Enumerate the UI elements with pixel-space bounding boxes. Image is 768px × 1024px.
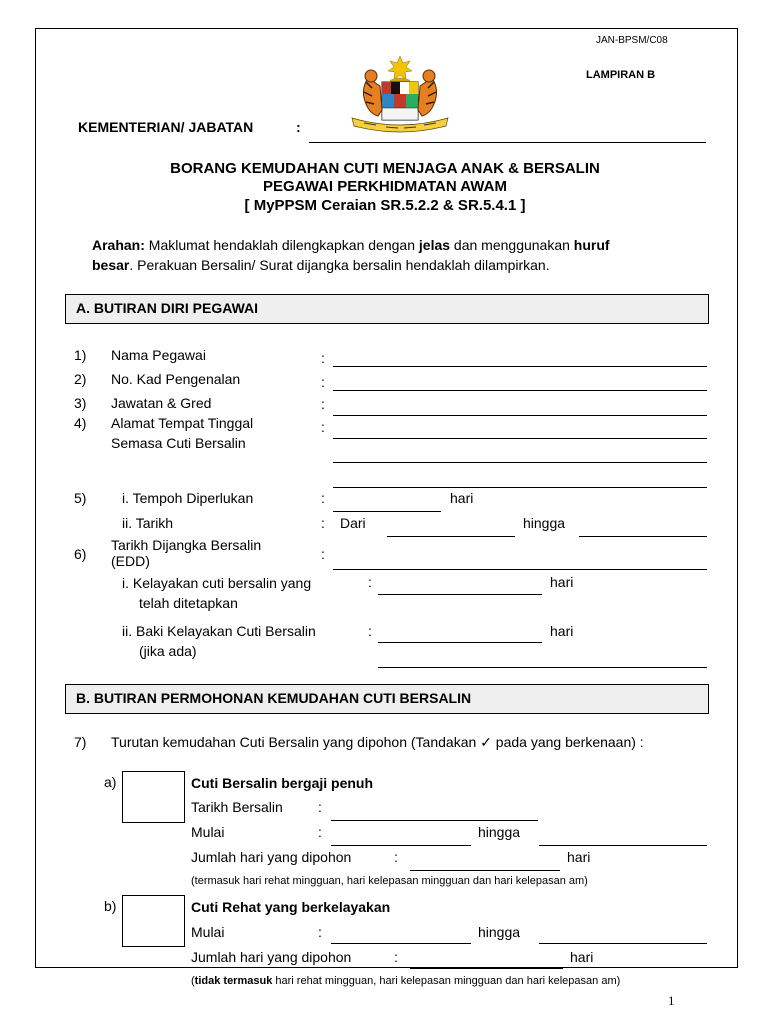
hingga-label: hingga: [478, 924, 521, 940]
instructions-label: Arahan:: [92, 237, 145, 253]
item-number: 3): [74, 395, 87, 411]
edd-label: Tarikh Dijangka Bersalin: [111, 537, 262, 553]
colon: :: [318, 824, 322, 840]
option-letter: a): [104, 774, 117, 790]
option-a-mulai-field[interactable]: [331, 845, 471, 846]
form-code: JAN-BPSM/C08: [596, 35, 668, 46]
tarikh-label: ii. Tarikh: [122, 515, 174, 531]
instructions-emphasis: besar: [92, 257, 130, 273]
tick-icon: ✓: [480, 734, 492, 750]
item7-text: [111, 734, 644, 751]
option-b-checkbox[interactable]: [122, 895, 185, 947]
tempoh-diperlukan-label: i. Tempoh Diperlukan: [122, 490, 254, 506]
coat-of-arms-emblem: [346, 52, 454, 134]
item-number: 7): [74, 734, 87, 750]
edd-label-line2: (EDD): [111, 553, 150, 569]
tarikh-hingga-field[interactable]: [579, 536, 707, 537]
option-b-jumlah-field[interactable]: [410, 968, 563, 969]
option-a-hingga-field[interactable]: [539, 845, 707, 846]
kelayakan-cuti-label-line2: telah ditetapkan: [139, 595, 238, 611]
hingga-label: hingga: [523, 515, 566, 531]
section-b-title: B. BUTIRAN PERMOHONAN KEMUDAHAN CUTI BERSALIN: [76, 690, 472, 706]
form-title-line2: PEGAWAI PERKHIDMATAN AWAM: [263, 178, 507, 195]
baki-kelayakan-label: ii. Baki Kelayakan Cuti Bersalin: [122, 623, 316, 639]
tempoh-diperlukan-field[interactable]: [333, 511, 441, 512]
option-a-checkbox[interactable]: [122, 771, 185, 823]
colon: :: [318, 799, 322, 815]
option-b-mulai-field[interactable]: [331, 943, 471, 944]
baki-kelayakan-field[interactable]: [378, 642, 542, 643]
kelayakan-cuti-label: i. Kelayakan cuti bersalin yang: [122, 575, 312, 591]
kementerian-field[interactable]: [309, 142, 706, 143]
form-title-line1: BORANG KEMUDAHAN CUTI MENJAGA ANAK & BERSALIN: [170, 160, 600, 177]
kementerian-label: KEMENTERIAN/ JABATAN: [78, 119, 254, 135]
hari-label: hari: [570, 949, 594, 965]
option-a-note: (termasuk hari rehat mingguan, hari kelepasan mingguan dan hari kelepasan am): [191, 875, 588, 887]
item-number: 1): [74, 347, 87, 363]
instructions-text: dan menggunakan: [450, 237, 574, 253]
item-number: 5): [74, 490, 87, 506]
colon: :: [321, 350, 325, 366]
page-number: 1: [668, 993, 675, 1008]
alamat-label-line2: Semasa Cuti Bersalin: [111, 435, 246, 451]
kementerian-colon: :: [296, 119, 301, 135]
instructions-emphasis: jelas: [418, 237, 451, 253]
no-kad-pengenalan-label: No. Kad Pengenalan: [111, 371, 241, 387]
alamat-field-line3[interactable]: [333, 487, 707, 488]
section-a-header: [65, 294, 709, 324]
tarikh-dari-field[interactable]: [387, 536, 515, 537]
hari-label: hari: [450, 490, 474, 506]
colon: :: [321, 515, 325, 531]
option-a-title: Cuti Bersalin bergaji penuh: [191, 775, 374, 791]
colon: :: [321, 546, 325, 562]
jumlah-hari-label: Jumlah hari yang dipohon: [191, 849, 352, 865]
jawatan-gred-label: Jawatan & Gred: [111, 395, 212, 411]
alamat-field-line1[interactable]: [333, 438, 707, 439]
instructions-text: . Perakuan Bersalin/ Surat dijangka bersalin hendaklah dilampirkan.: [129, 257, 550, 273]
hari-label: hari: [550, 623, 574, 639]
dari-label: Dari: [340, 515, 366, 531]
colon: :: [321, 396, 325, 412]
option-a-jumlah-field[interactable]: [410, 870, 560, 871]
note-text: (: [191, 975, 195, 987]
baki-kelayakan-label-line2: (jika ada): [139, 643, 197, 659]
instructions: [92, 235, 712, 275]
mulai-label: Mulai: [191, 924, 225, 940]
lampiran-label: LAMPIRAN B: [586, 69, 656, 81]
kelayakan-cuti-field[interactable]: [378, 594, 542, 595]
item-number: 6): [74, 546, 87, 562]
colon: :: [394, 849, 398, 865]
jumlah-hari-label: Jumlah hari yang dipohon: [191, 949, 352, 965]
note-emphasis: tidak termasuk: [194, 975, 273, 987]
nama-pegawai-label: Nama Pegawai: [111, 347, 206, 363]
nama-pegawai-field[interactable]: [333, 366, 707, 367]
alamat-label: Alamat Tempat Tinggal: [111, 415, 254, 431]
mulai-label: Mulai: [191, 824, 225, 840]
colon: :: [321, 419, 325, 435]
jawatan-gred-field[interactable]: [333, 415, 707, 416]
colon: :: [394, 949, 398, 965]
no-kad-pengenalan-field[interactable]: [333, 390, 707, 391]
edd-field[interactable]: [333, 569, 707, 570]
section-a-title: A. BUTIRAN DIRI PEGAWAI: [76, 300, 259, 316]
colon: :: [321, 490, 325, 506]
option-b-note: [191, 975, 620, 987]
option-letter: b): [104, 898, 117, 914]
colon: :: [368, 623, 372, 639]
item7-text-part: Turutan kemudahan Cuti Bersalin yang dipohon (Tandakan: [111, 734, 481, 750]
instructions-emphasis: huruf: [573, 237, 610, 253]
option-b-hingga-field[interactable]: [539, 943, 707, 944]
alamat-field-line2[interactable]: [333, 462, 707, 463]
form-title-line3: [ MyPPSM Ceraian SR.5.2.2 & SR.5.4.1 ]: [244, 197, 526, 214]
colon: :: [321, 374, 325, 390]
note-text: hari rehat mingguan, hari kelepasan mingguan dan hari kelepasan am): [272, 975, 621, 987]
tarikh-bersalin-label: Tarikh Bersalin: [191, 799, 283, 815]
hari-label: hari: [567, 849, 591, 865]
item-number: 4): [74, 415, 87, 431]
hari-label: hari: [550, 574, 574, 590]
colon: :: [318, 924, 322, 940]
item7-text-part: pada yang berkenaan) :: [491, 734, 644, 750]
baki-kelayakan-field-line2[interactable]: [378, 667, 707, 668]
colon: :: [368, 574, 372, 590]
section-b-header: [65, 684, 709, 714]
instructions-text: Maklumat hendaklah dilengkapkan dengan: [144, 237, 419, 253]
tarikh-bersalin-field[interactable]: [331, 820, 538, 821]
hingga-label: hingga: [478, 824, 521, 840]
option-b-title: Cuti Rehat yang berkelayakan: [191, 899, 391, 915]
item-number: 2): [74, 371, 87, 387]
